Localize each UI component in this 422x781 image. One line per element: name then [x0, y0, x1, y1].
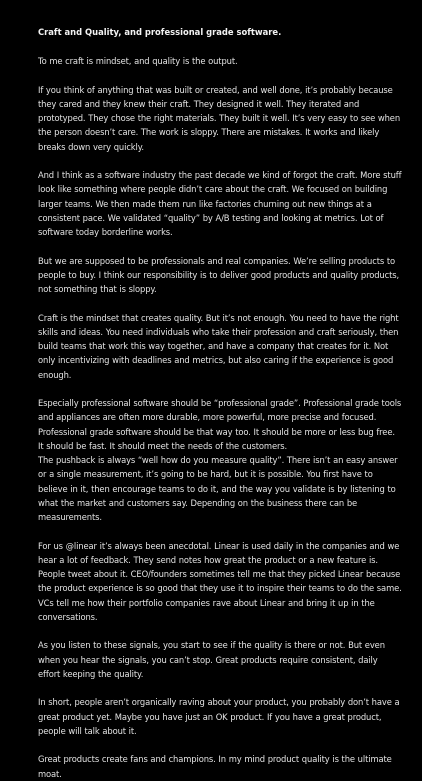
paragraph-professional-grade: Especially professional software should be “professional grade”. Professional grade tools and appliances are often more durable, more powerful, more precise and focused. Professional grade software should be that way too. It should be more or less bug free. It should be fast. It should meet the needs of the customers. [38, 398, 402, 451]
paragraph-craft-mindset: To me craft is mindset, and quality is the output. [38, 56, 238, 66]
paragraph-well-done: If you think of anything that was built or created, and well done, it’s probably because they cared and they knew their craft. They designed it well. They iterated and prototyped. They chose the right materials. They built it well. It’s very easy to see when the person doesn’t care. The work is sloppy. There are mistakes. It works and likely breaks down very quickly. [38, 84, 401, 152]
post-body [38, 54, 402, 781]
paragraph-in-short: In short, people aren’t organically raving about your product, you probably don’t have a great product yet. Maybe you have just an OK product. If you have a great product, people will talk about it. [38, 697, 400, 736]
paragraph-ultimate-moat: Great products create fans and champions. In my mind product quality is the ultimate moat. [38, 754, 392, 779]
paragraph-professionals: But we are supposed to be professionals and real companies. We’re selling products to people to buy. I think our responsibility is to deliver good products and quality products, not something that is sloppy. [38, 255, 400, 294]
paragraph-signals: As you listen to these signals, you start to see if the quality is there or not. But even when you hear the signals, you can’t stop. Great products require consistent, daily effort keeping the quality. [38, 640, 385, 679]
paragraph-skills-and-ideas: Craft is the mindset that creates quality. But it’s not enough. You need to have the right skills and ideas. You need individuals who take their profession and craft seriously, then build teams that work this way together, and have a company that creates for it. Not only incentivizing with deadlines and metrics, but also caring if the experience is good enough. [38, 312, 399, 380]
paragraph-pushback: The pushback is always “well how do you measure quality”. There isn’t an easy answer or a single measurement, it’s going to be hard, but it is possible. You first have to believe in it, then encourage teams to do it, and the way you validate is by listening to what the market and customers say. Depending on the business there can be measurements. [38, 455, 398, 522]
paragraph-linear-feedback: For us @linear it’s always been anecdotal. Linear is used daily in the companies and we hear a lot of feedback. They send notes how great the product or a new feature is. People tweet about it. CEO/founders sometimes tell me that they picked Linear because the product experience is so good that they use it to inspire their teams to do the same. VCs tell me how their portfolio companies rave about Linear and bring it up in the conversations. [38, 540, 402, 622]
post-title: Craft and Quality, and professional grade software. [38, 27, 282, 37]
paragraph-software-industry: And I think as a software industry the past decade we kind of forgot the craft. More stuff look like something where people didn’t care about the craft. We focused on building larger teams. We then made them run like factories churning out new things at a consistent pace. We validated “quality” by A/B testing and looking at metrics. Lot of software today borderline works. [38, 170, 402, 237]
